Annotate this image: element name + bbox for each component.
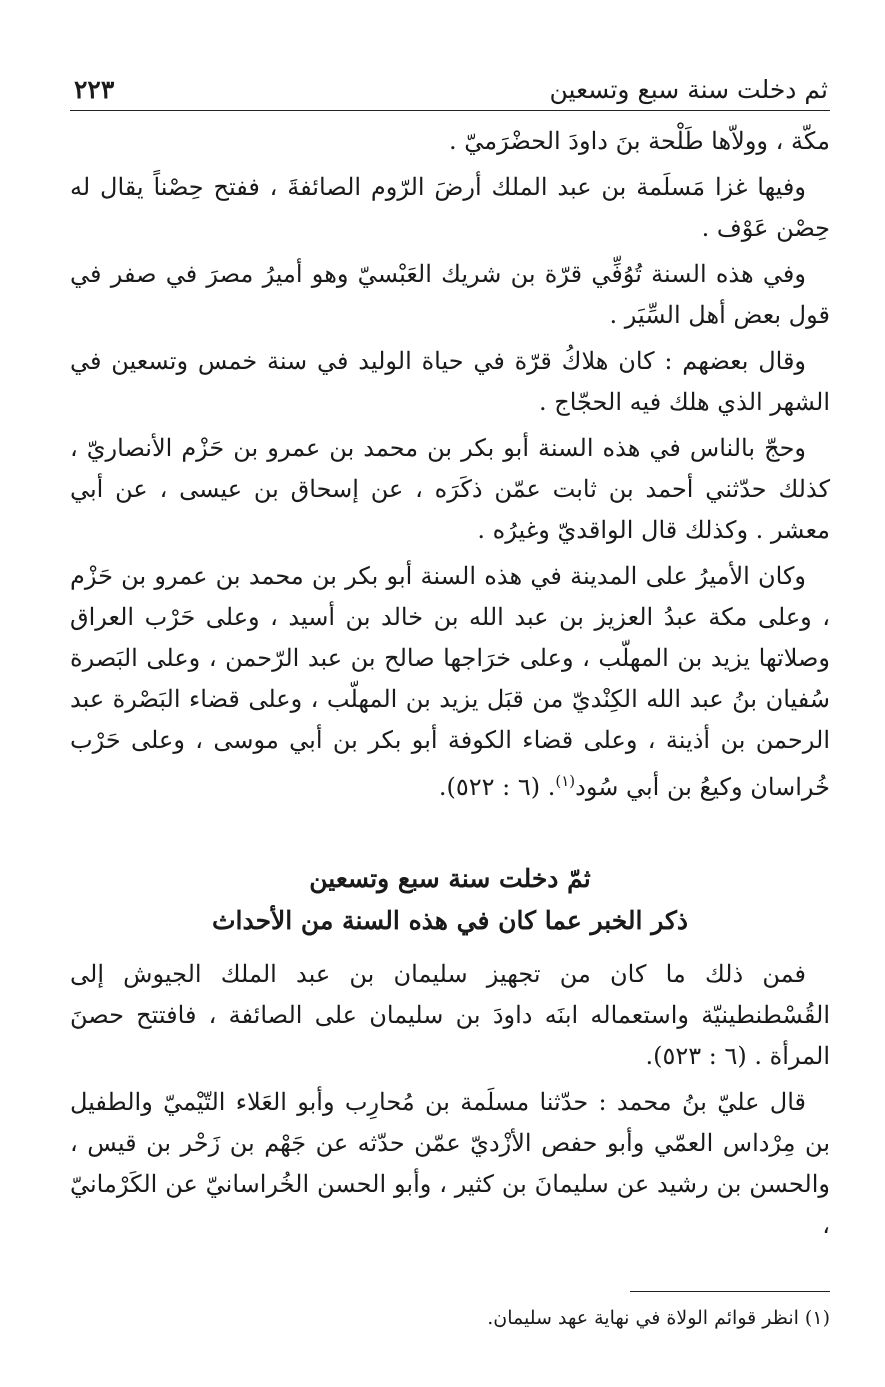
footnote-reference: (١)	[555, 772, 576, 790]
paragraph: وقال بعضهم : كان هلاكُ قرّة في حياة الوليد في سنة خمس وتسعين في الشهر الذي هلك فيه الحجّاج .	[70, 347, 830, 416]
section-subtitle: ذكر الخبر عما كان في هذه السنة من الأحداث	[211, 906, 689, 935]
book-page	[70, 70, 830, 1332]
paragraph: مكّة ، وولاّها طَلْحة بنَ داودَ الحضْرَميّ .	[449, 127, 830, 155]
running-head	[70, 70, 830, 111]
body-text	[70, 121, 830, 1246]
footnote-divider	[630, 1291, 830, 1292]
paragraph-with-footnote	[70, 556, 830, 808]
source-citation: . (٦ : ٥٢٢).	[438, 773, 556, 801]
paragraph: فمن ذلك ما كان من تجهيز سليمان بن عبد الملك الجيوش إلى القُسْطنطينيّة واستعماله ابنَه داودَ بن سليمان على الصائفة ، فافتتح حصنَ المرأة . (٦ : ٥٢٣).	[70, 960, 830, 1070]
paragraph-text: وكان الأميرُ على المدينة في هذه السنة أبو بكر بن محمد بن عمرو بن حَزْم ، وعلى مكة عبدُ العزيز بن عبد الله بن خالد بن أسيد ، وعلى حَرْب العراق وصلاتها يزيد بن المهلّب ، وعلى خرَاجها صالح بن عبد الرّحمن ، وعلى البَصرة سُفيان بنُ عبد الله الكِنْديّ من قبَل يزيد بن المهلّب ، وعلى قضاء البَصْرة عبد الرحمن بن أذينة ، وعلى قضاء الكوفة أبو بكر بن أبي موسى ، وعلى حَرْب خُراسان وكيعُ بن أبي سُود	[70, 562, 830, 801]
running-title: ثم دخلت سنة سبع وتسعين	[549, 75, 828, 104]
paragraph: وفي هذه السنة تُوُفِّي قرّة بن شريك العَبْسيّ وهو أميرُ مصرَ في صفر في قول بعض أهل السِّيَر .	[70, 260, 830, 329]
paragraph: قال عليّ بنُ محمد : حدّثنا مسلَمة بن مُحارِب وأبو العَلاء التّيْميّ والطفيل بن مِرْداس العمّي وأبو حفص الأزْديّ عمّن حدّثه عن جَهْم بن زَحْر بن قيس ، والحسن بن رشيد عن سليمانَ بن كثير ، وأبو الحسن الخُراسانيّ عن الكَرْمانيّ ،	[70, 1088, 830, 1239]
footnote: (١) انظر قوائم الولاة في نهاية عهد سليمان.	[487, 1307, 830, 1329]
page-number: ٢٢٣	[74, 75, 115, 104]
section-title: ثمّ دخلت سنة سبع وتسعين	[309, 864, 591, 893]
paragraph: وفيها غزا مَسلَمة بن عبد الملك أرضَ الرّوم الصائفةَ ، ففتح حِصْناً يقال له حِصْن عَوْف .	[70, 173, 830, 242]
paragraph: وحجّ بالناس في هذه السنة أبو بكر بن محمد بن عمرو بن حَزْم الأنصاريّ ، كذلك حدّثني أحمد بن ثابت عمّن ذكَرَه ، عن إسحاق بن عيسى ، عن أبي معشر . وكذلك قال الواقديّ وغيرُه .	[70, 434, 831, 544]
